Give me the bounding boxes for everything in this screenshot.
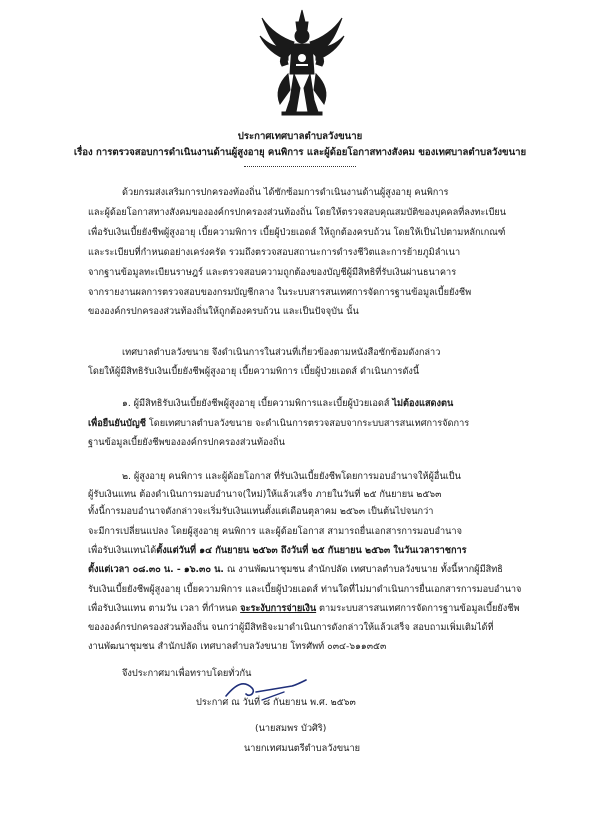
signer-name: (นายสมพร บัวศิริ) [255,723,327,734]
item2-line: จะมีการเปลี่ยนแปลง โดยผู้สูงอายุ คนพิการ และผู้ด้อยโอกาส สามารถยื่นเอกสารการมอบอำนาจ [88,526,462,537]
item2-line [88,603,520,615]
item2-text: ณ งานพัฒนาชุมชน สำนักปลัด เทศบาลตำบลวังขนาย ทั้งนี้หากผู้มีสิทธิ [223,564,503,575]
signer-position: นายกเทศมนตรีตำบลวังขนาย [244,743,360,754]
paragraph1-line: เพื่อรับเงินเบี้ยยังชีพผู้สูงอายุ เบี้ยความพิการ เบี้ยผู้ป่วยเอดส์ ให้ถูกต้องครบถ้วน โดยให้เป็นไปตามหลักเกณฑ์ [88,227,506,238]
item1-text: ๑. ผู้มีสิทธิรับเงินเบี้ยยังชีพผู้สูงอายุ เบี้ยความพิการและเบี้ยผู้ป่วยเอดส์ [122,398,393,409]
garuda-emblem-icon [258,8,346,118]
title-divider [244,166,356,167]
item2-line: ขององค์กรปกครองส่วนท้องถิ่น จนกว่าผู้มีสิทธิจะมาดำเนินการดังกล่าวให้แล้วเสร็จ สอบถามเพิ่มเติมได้ที่ [88,622,494,633]
item2-text: เพื่อรับเงินแทน ตามวัน เวลา ที่กำหนด [88,603,241,614]
item1-emphasis: เพื่อยืนยันบัญชี [88,418,146,429]
announcement-title: ประกาศเทศบาลตำบลวังขนาย [237,131,363,142]
signature-icon [222,670,308,706]
item2-emphasis: จะระงับการจ่ายเงิน [240,603,317,614]
item2-line: งานพัฒนาชุมชน สำนักปลัด เทศบาลตำบลวังขนาย โทรศัพท์ ๐๓๔-๖๑๑๓๕๓ [88,641,387,652]
item2-line: ทั้งนี้การมอบอำนาจดังกล่าวจะเริ่มรับเงินแทนตั้งแต่เดือนตุลาคม ๒๕๖๓ เป็นต้นไปจนกว่า [88,506,434,517]
item2-line: ผู้รับเงินแทน ต้องดำเนินการมอบอำนาจ(ใหม่)ให้แล้วเสร็จ ภายในวันที่ ๒๕ กันยายน ๒๕๖๓ [88,489,442,500]
item1-line: ฐานข้อมูลเบี้ยยังชีพขององค์กรปกครองส่วนท้องถิ่น [88,437,285,448]
item2-emphasis: ตั้งแต่เวลา ๐๘.๓๐ น. - ๑๖.๓๐ น. [88,564,224,575]
item1-text: โดยเทศบาลตำบลวังขนาย จะดำเนินการตรวจสอบจากระบบสารสนเทศการจัดการ [145,418,470,429]
item2-line: ๒. ผู้สูงอายุ คนพิการ และผู้ด้อยโอกาส ที่รับเงินเบี้ยยังชีพโดยการมอบอำนาจให้ผู้อื่นเป็น [122,471,461,482]
item2-emphasis: ตั้งแต่วันที่ ๑๔ กันยายน ๒๕๖๓ ถึงวันที่ ๒๕ กันยายน ๒๕๖๓ ในวันเวลาราชการ [156,545,467,556]
paragraph2-line: เทศบาลตำบลวังขนาย จึงดำเนินการในส่วนที่เกี่ยวข้องตามหนังสือซักซ้อมดังกล่าว [122,347,441,358]
closing-line: จึงประกาศมาเพื่อทราบโดยทั่วกัน [122,668,252,679]
paragraph1-line: จากฐานข้อมูลทะเบียนราษฎร์ และตรวจสอบความถูกต้องของบัญชีผู้มีสิทธิที่รับเงินผ่านธนาคาร [88,267,457,278]
item2-line [88,545,467,557]
item2-text: เพื่อรับเงินแทนได้ [88,545,157,556]
paragraph1-line: และระเบียบที่กำหนดอย่างเคร่งครัด รวมถึงตรวจสอบสถานะการดำรงชีวิตและการย้ายภูมิลำเนา [88,247,461,258]
item1-emphasis: ไม่ต้องแสดงตน [392,398,454,409]
item2-line [88,564,503,576]
paragraph1-line: จากรายงานผลการตรวจสอบของกรมบัญชีกลาง ในระบบสารสนเทศการจัดการฐานข้อมูลเบี้ยยังชีพ [88,287,472,298]
item1-line [122,398,453,410]
paragraph1-line: และผู้ด้อยโอกาสทางสังคมขององค์กรปกครองส่วนท้องถิ่น โดยให้ตรวจสอบคุณสมบัติของบุคคลที่ลงทะเบียน [88,207,506,218]
paragraph1-line: ขององค์กรปกครองส่วนท้องถิ่นให้ถูกต้องครบถ้วน และเป็นปัจจุบัน นั้น [88,306,359,317]
item1-line [88,418,469,430]
paragraph2-line: โดยให้ผู้มีสิทธิรับเงินเบี้ยยังชีพผู้สูงอายุ เบี้ยความพิการ เบี้ยผู้ป่วยเอดส์ ดำเนินการดังนี้ [88,366,420,377]
item2-line: รับเงินเบี้ยยังชีพผู้สูงอายุ เบี้ยความพิการ และเบี้ยผู้ป่วยเอดส์ ท่านใดที่ไม่มาดำเนินการยื่นเอกสารการมอบอำนาจ [88,584,522,595]
announcement-date: ประกาศ ณ วันที่ ๘ กันยายน พ.ศ. ๒๕๖๓ [196,697,356,708]
paragraph1-line: ด้วยกรมส่งเสริมการปกครองท้องถิ่น ได้ซักซ้อมการดำเนินงานด้านผู้สูงอายุ คนพิการ [122,187,449,198]
announcement-subject: เรื่อง การตรวจสอบการดำเนินงานด้านผู้สูงอายุ คนพิการ และผู้ด้อยโอกาสทางสังคม ของเทศบาลตำบลวังขนาย [73,147,527,158]
item2-text: ตามระบบสารสนเทศการจัดการฐานข้อมูลเบี้ยยังชีพ [316,603,520,614]
